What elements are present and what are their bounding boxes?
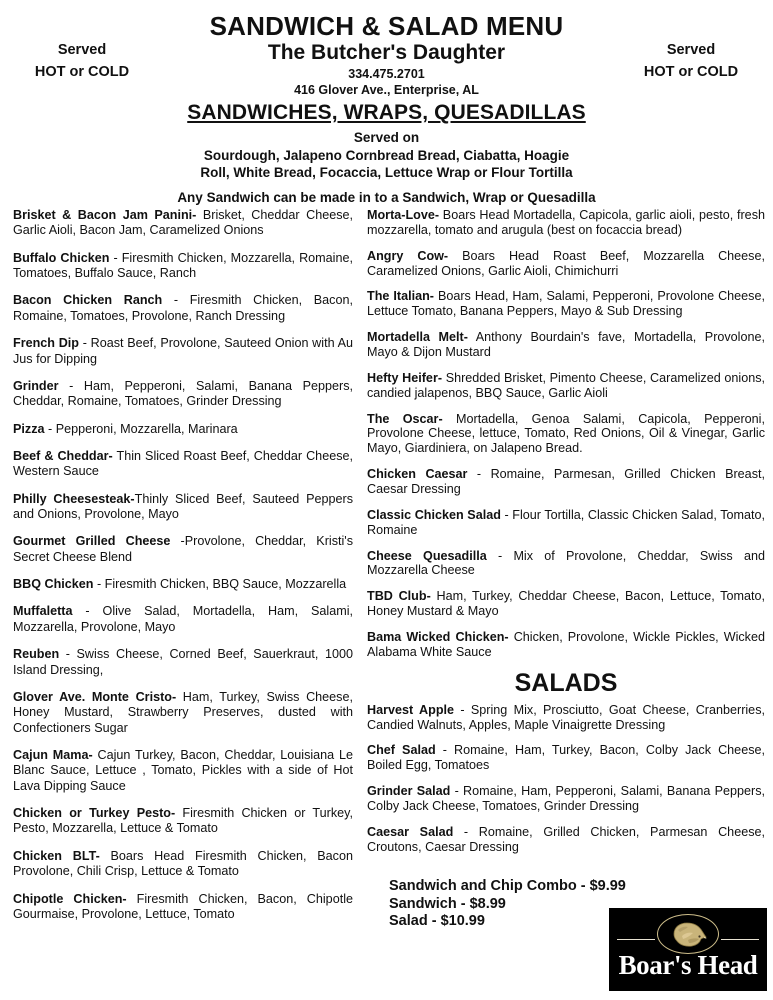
menu-item-description: Boars Head, Ham, Salami, Pepperoni, Provolone Cheese, Lettuce Tomato, Banana Peppers, Mayo & Sub Dressing [367, 289, 765, 319]
menu-item [13, 208, 353, 239]
menu-item [367, 371, 765, 401]
menu-item [367, 412, 765, 457]
menu-item-name: Grinder Salad [367, 784, 451, 799]
menu-item-description: Boars Head Firesmith Chicken, Bacon Provolone, Chili Crisp, Lettuce & Tomato [13, 848, 353, 879]
menu-item [13, 293, 353, 324]
served-hot-or-cold-right [611, 40, 771, 84]
menu-item-name: The Italian- [367, 289, 434, 304]
menu-item-description: - Flour Tortilla, Classic Chicken Salad, Tomato, Romaine [367, 507, 766, 537]
menu-item [367, 508, 765, 538]
menu-item-name: Chicken BLT- [13, 848, 100, 863]
menu-item-description: Brisket, Cheddar Cheese, Garlic Aioli, Bacon Jam, Caramelized Onions [13, 208, 354, 238]
menu-item-name: French Dip [13, 336, 79, 351]
menu-item-name: Glover Ave. Monte Cristo- [13, 689, 177, 704]
menu-item-description: - Firesmith Chicken, Bacon, Romaine, Tomatoes, Provolone, Ranch Dressing [13, 293, 353, 323]
menu-item [367, 630, 765, 660]
menu-item [367, 289, 765, 319]
menu-item [13, 647, 353, 678]
served-hot-or-cold-left [2, 40, 162, 84]
menu-item-name: Gourmet Grilled Cheese [13, 534, 171, 549]
boar-head-icon [668, 918, 708, 951]
served-right-line2: HOT or COLD [643, 63, 739, 80]
price-sandwich: Sandwich - $8.99 [389, 895, 506, 912]
menu-item [367, 208, 765, 238]
menu-item-description: - Firesmith Chicken, BBQ Sauce, Mozzarella [93, 577, 347, 592]
page-title: SANDWICH & SALAD MENU [209, 11, 564, 41]
menu-item-name: Grinder [13, 378, 59, 393]
menu-item [13, 379, 353, 410]
menu-item-description: - Spring Mix, Prosciutto, Goat Cheese, Cranberries, Candied Walnuts, Apples, Maple Vinaigrette Dressing [367, 702, 765, 732]
menu-item [367, 549, 765, 579]
restaurant-name: The Butcher's Daughter [267, 41, 506, 65]
menu-item-name: BBQ Chicken [13, 577, 94, 592]
logo-brand-text: Boar's Head [618, 950, 758, 980]
menu-item-description: - Romaine, Ham, Pepperoni, Salami, Banana Peppers, Colby Jack Cheese, Tomatoes, Grinder Dressing [367, 784, 765, 814]
boars-head-logo [609, 908, 767, 991]
menu-item [13, 336, 353, 367]
menu-item-name: Philly Cheesesteak- [13, 491, 135, 506]
menu-item-description: - Romaine, Ham, Turkey, Bacon, Colby Jack Cheese, Boiled Egg, Tomatoes [367, 743, 765, 773]
menu-item [367, 825, 765, 855]
menu-item-name: Caesar Salad [367, 824, 454, 839]
menu-item-name: Cheese Quesadilla [367, 548, 487, 563]
bread-options-line-2: Roll, White Bread, Focaccia, Lettuce Wrap or Flour Tortilla [200, 164, 573, 180]
menu-item [367, 784, 765, 814]
menu-item-name: Pizza [13, 421, 45, 436]
menu-item [13, 892, 353, 923]
menu-item [367, 467, 765, 497]
menu-item-description: Thin Sliced Roast Beef, Cheddar Cheese, Western Sauce [13, 448, 353, 479]
menu-item [13, 534, 353, 565]
menu-item [367, 703, 765, 733]
menu-item-description: Ham, Turkey, Cheddar Cheese, Bacon, Lettuce, Tomato, Honey Mustard & Mayo [367, 589, 765, 619]
menu-header [0, 0, 773, 205]
menu-item-name: Chicken Caesar [367, 467, 468, 482]
menu-item-name: Harvest Apple [367, 702, 455, 717]
menu-item [13, 251, 353, 282]
menu-item [13, 577, 353, 592]
menu-item-description: Boars Head Mortadella, Capicola, garlic aioli, pesto, fresh mozzarella, tomato and arugula (best on focaccia bread) [367, 208, 765, 237]
menu-item [13, 849, 353, 880]
served-left-line2: HOT or COLD [34, 63, 130, 80]
price-salad: Salad - $10.99 [389, 913, 485, 930]
menu-item [367, 330, 765, 360]
menu-item-name: Angry Cow- [367, 248, 449, 263]
served-on-label: Served on [353, 130, 420, 146]
price-combo: Sandwich and Chip Combo - $9.99 [389, 878, 626, 894]
menu-item-name: Mortadella Melt- [367, 330, 468, 345]
menu-item-name: Chicken or Turkey Pesto- [13, 806, 176, 821]
menu-item-name: Chef Salad [367, 743, 436, 758]
menu-item-description: - Romaine, Grilled Chicken, Parmesan Cheese, Croutons, Caesar Dressing [367, 824, 765, 854]
menu-item-description: Thinly Sliced Beef, Sauteed Peppers and Onions, Provolone, Mayo [13, 491, 353, 522]
any-sandwich-note: Any Sandwich can be made in to a Sandwich, Wrap or Quesadilla [177, 190, 596, 206]
salads-section-heading: SALADS [514, 668, 618, 697]
menu-item-name: Cajun Mama- [13, 747, 93, 762]
menu-item [13, 806, 353, 837]
menu-item-description: Anthony Bourdain's fave, Mortadella, Provolone, Mayo & Dijon Mustard [367, 330, 765, 360]
sandwiches-section-heading: SANDWICHES, WRAPS, QUESADILLAS [187, 101, 586, 125]
menu-item [13, 492, 353, 523]
logo-rule-left [617, 939, 655, 940]
menu-item-description: Shredded Brisket, Pimento Cheese, Caramelized onions, candied jalapenos, BBQ Sauce, Garlic Aioli [367, 370, 765, 400]
logo-rule-right [721, 939, 759, 940]
menu-item-description: Cajun Turkey, Bacon, Cheddar, Louisiana Le Blanc Sauce, Lettuce , Tomato, Pickles with a side of Hot Lava Dipping Sauce [13, 747, 353, 793]
menu-item-description: Ham, Turkey, Swiss Cheese, Honey Mustard, Strawberry Preserves, dusted with Confectioners Sugar [13, 689, 353, 735]
menu-column-left [13, 208, 353, 934]
menu-item-description: - Pepperoni, Mozzarella, Marinara [44, 421, 238, 436]
served-left-line1: Served [57, 42, 107, 58]
menu-item-name: Buffalo Chicken [13, 250, 110, 265]
menu-item [13, 690, 353, 736]
menu-item [367, 589, 765, 619]
menu-item [367, 249, 765, 279]
menu-item-description: - Romaine, Parmesan, Grilled Chicken Breast, Caesar Dressing [367, 467, 765, 497]
menu-item-name: Hefty Heifer- [367, 370, 443, 385]
menu-item-description: Firesmith Chicken or Turkey, Pesto, Mozzarella, Lettuce & Tomato [13, 806, 354, 836]
menu-item-description: - Swiss Cheese, Corned Beef, Sauerkraut, 1000 Island Dressing, [13, 647, 353, 677]
menu-item-description: - Roast Beef, Provolone, Sauteed Onion with Au Jus for Dipping [13, 336, 353, 366]
menu-item-description: - Firesmith Chicken, Mozzarella, Romaine, Tomatoes, Buffalo Sauce, Ranch [13, 250, 353, 281]
menu-item-name: Morta-Love- [367, 208, 440, 222]
menu-item [13, 748, 353, 794]
pricing-block [389, 878, 626, 931]
menu-item-name: Chipotle Chicken- [13, 891, 127, 906]
menu-item-description: -Provolone, Cheddar, Kristi's Secret Cheese Blend [13, 534, 353, 564]
served-on-block [0, 129, 773, 206]
menu-item-name: Bama Wicked Chicken- [367, 630, 509, 645]
phone-number: 334.475.2701 [348, 67, 425, 82]
menu-item-name: Reuben [13, 647, 60, 662]
menu-item-description: Chicken, Provolone, Wickle Pickles, Wicked Alabama White Sauce [367, 630, 765, 659]
menu-column-right [367, 208, 765, 866]
menu-item [13, 604, 353, 635]
bread-options-line-1: Sourdough, Jalapeno Cornbread Bread, Ciabatta, Hoagie [203, 147, 570, 163]
menu-item-name: Brisket & Bacon Jam Panini- [13, 208, 197, 222]
menu-item [13, 422, 353, 437]
menu-item-description: - Mix of Provolone, Cheddar, Swiss and Mozzarella Cheese [367, 548, 765, 578]
menu-item-description: Firesmith Chicken, Bacon, Chipotle Gourmaise, Provolone, Lettuce, Tomato [13, 891, 353, 921]
menu-item-description: Boars Head Roast Beef, Mozzarella Cheese, Caramelized Onions, Garlic Aioli, Chimichurri [367, 248, 765, 278]
menu-item [13, 449, 353, 480]
menu-item-name: Bacon Chicken Ranch [13, 293, 163, 308]
menu-item-name: Beef & Cheddar- [13, 448, 113, 463]
menu-item [367, 743, 765, 773]
menu-item-description: - Olive Salad, Mortadella, Ham, Salami, Mozzarella, Provolone, Mayo [13, 604, 353, 634]
menu-item-name: The Oscar- [367, 411, 443, 426]
served-right-line1: Served [666, 42, 716, 58]
menu-item-name: TBD Club- [367, 589, 431, 604]
menu-item-name: Classic Chicken Salad [367, 507, 501, 522]
street-address: 416 Glover Ave., Enterprise, AL [294, 82, 479, 97]
menu-item-name: Muffaletta [13, 604, 73, 619]
menu-item-description: Mortadella, Genoa Salami, Capicola, Pepperoni, Provolone Cheese, lettuce, Tomato, Red Onions, Oil & Vinegar, Garlic Mayo, Giardiniera, on Jalapeno Bread. [367, 411, 765, 456]
menu-item-description: - Ham, Pepperoni, Salami, Banana Peppers, Cheddar, Romaine, Tomatoes, Grinder Dressing [13, 378, 353, 409]
